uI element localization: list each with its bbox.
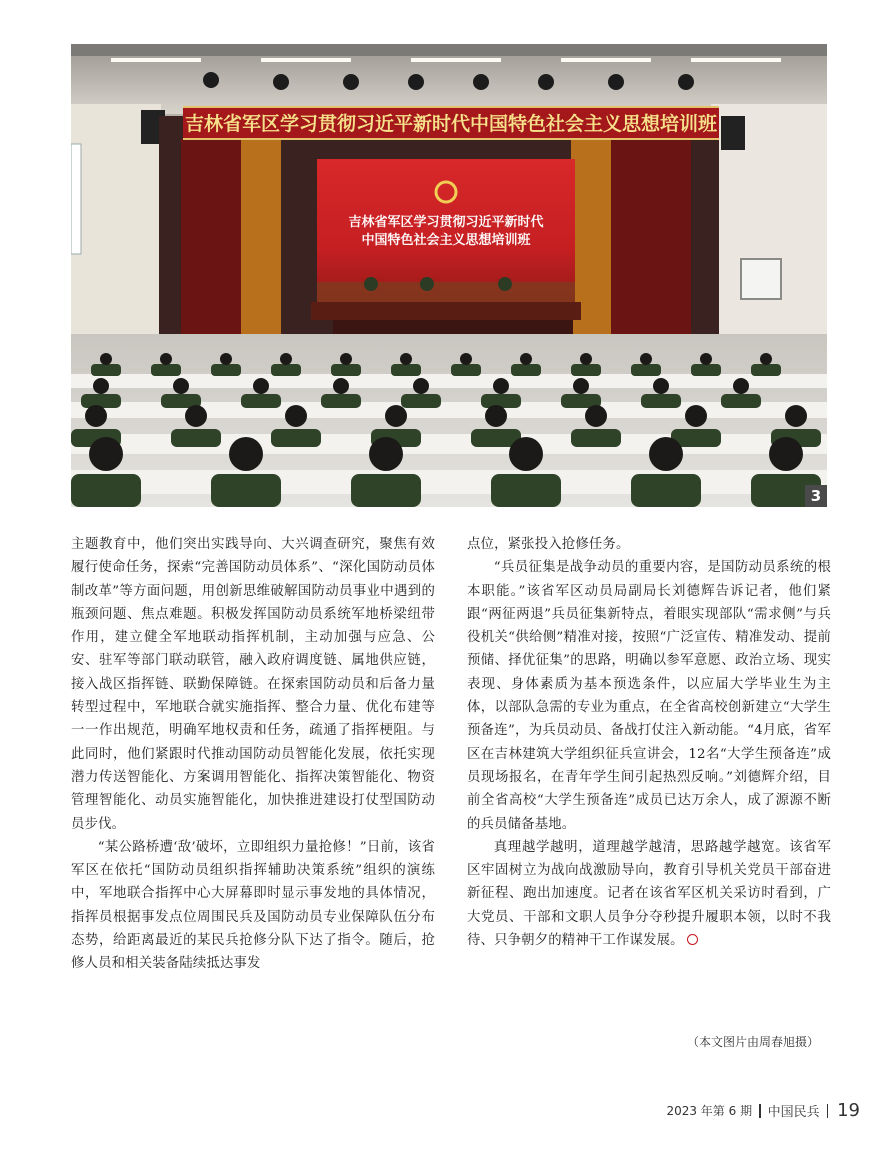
page-footer — [666, 1100, 860, 1121]
paragraph-bridge-repair-drill: “某公路桥遭‘敌’破坏，立即组织力量抢修！”日前，该省军区在依托“国防动员组织指挥辅助决策系统”组织的演练中，军地联合指挥中心大屏幕即时显示事发地的具体情况，指挥员根据事发点位周围民兵及国防动员专业保障队伍分布态势，给距离最近的某民兵抢修分队下达了指令。随后，抢修人员和相关装备陆续抵达事发 — [71, 839, 435, 972]
svg-text:吉林省军区学习贯彻习近平新时代: 吉林省军区学习贯彻习近平新时代 — [348, 215, 544, 230]
photo-number-badge: 3 — [805, 485, 827, 507]
footer-divider — [827, 1104, 829, 1118]
paragraph-continuation: 点位，紧张投入抢修任务。 — [467, 537, 630, 552]
conference-photo — [71, 44, 827, 507]
footer-divider — [759, 1104, 761, 1118]
article-column-right — [467, 533, 831, 952]
end-mark-icon — [687, 934, 698, 945]
photo-credit: （本文图片由周春旭摄） — [686, 1035, 819, 1049]
closing-text: 真理越学越明，道理越学越清，思路越学越宽。该省军区牢固树立为战向战激励导向，教育引导机关党员干部奋进新征程、跑出加速度。记者在该省军区机关采访时看到，广大党员、干部和文职人员争分夺秒提升履职本领，以时不我待、只争朝夕的精神干工作谋发展。 — [467, 839, 831, 949]
paragraph-closing — [467, 836, 831, 952]
paragraph-conscription: “兵员征集是战争动员的重要内容，是国防动员系统的根本职能。”该省军区动员局副局长刘德辉告诉记者，他们紧跟“两征两退”兵员征集新特点，着眼实现部队“需求侧”与兵役机关“供给侧”精准对接，按照“广泛宣传、精准发动、提前预储、择优征集”的思路，明确以参军意愿、政治立场、现实表现、身体素质为基本预选条件，以应届大学毕业生为主体，以部队急需的专业为重点，在全省高校创新建立“大学生预备连”，为兵员动员、备战打仗注入新动能。“4月底，省军区在吉林建筑大学组织征兵宣讲会，12名“大学生预备连”成员现场报名，在青年学生间引起热烈反响。”刘德辉介绍，目前全省高校“大学生预备连”成员已达万余人，成了源源不断的兵员储备基地。 — [467, 560, 831, 832]
paragraph-thematic-education: 主题教育中，他们突出实践导向、大兴调查研究，聚焦有效履行使命任务，探索“完善国防动员体系”、“深化国防动员体制改革”等方面问题，用创新思维破解国防动员事业中遇到的瓶颈问题、焦点难题。积极发挥国防动员系统军地桥梁纽带作用，建立健全军地联动指挥机制，主动加强与应急、公安、驻军等部门联动联管，融入政府调度链、属地供应链，接入战区指挥链、联勤保障链。在探索国防动员和后备力量转型过程中，军地联合就实施指挥、整合力量、优化布建等一一作出规范，明确军地权责和任务，疏通了指挥梗阻。与此同时，他们紧跟时代推动国防动员智能化发展，依托实现潜力传送智能化、方案调用智能化、指挥决策智能化、物资管理智能化、动员实施智能化，加快推进建设打仗型国防动员步伐。 — [71, 537, 435, 832]
page-number: 19 — [837, 1100, 860, 1121]
article-column-left — [71, 533, 435, 976]
issue-label: 2023 年第 6 期 — [666, 1104, 753, 1118]
svg-text:吉林省军区学习贯彻习近平新时代中国特色社会主义思想培训班: 吉林省军区学习贯彻习近平新时代中国特色社会主义思想培训班 — [184, 113, 718, 135]
conference-hall-illustration — [71, 44, 827, 507]
magazine-name: 中国民兵 — [767, 1105, 820, 1120]
svg-text:中国特色社会主义思想培训班: 中国特色社会主义思想培训班 — [361, 233, 531, 248]
